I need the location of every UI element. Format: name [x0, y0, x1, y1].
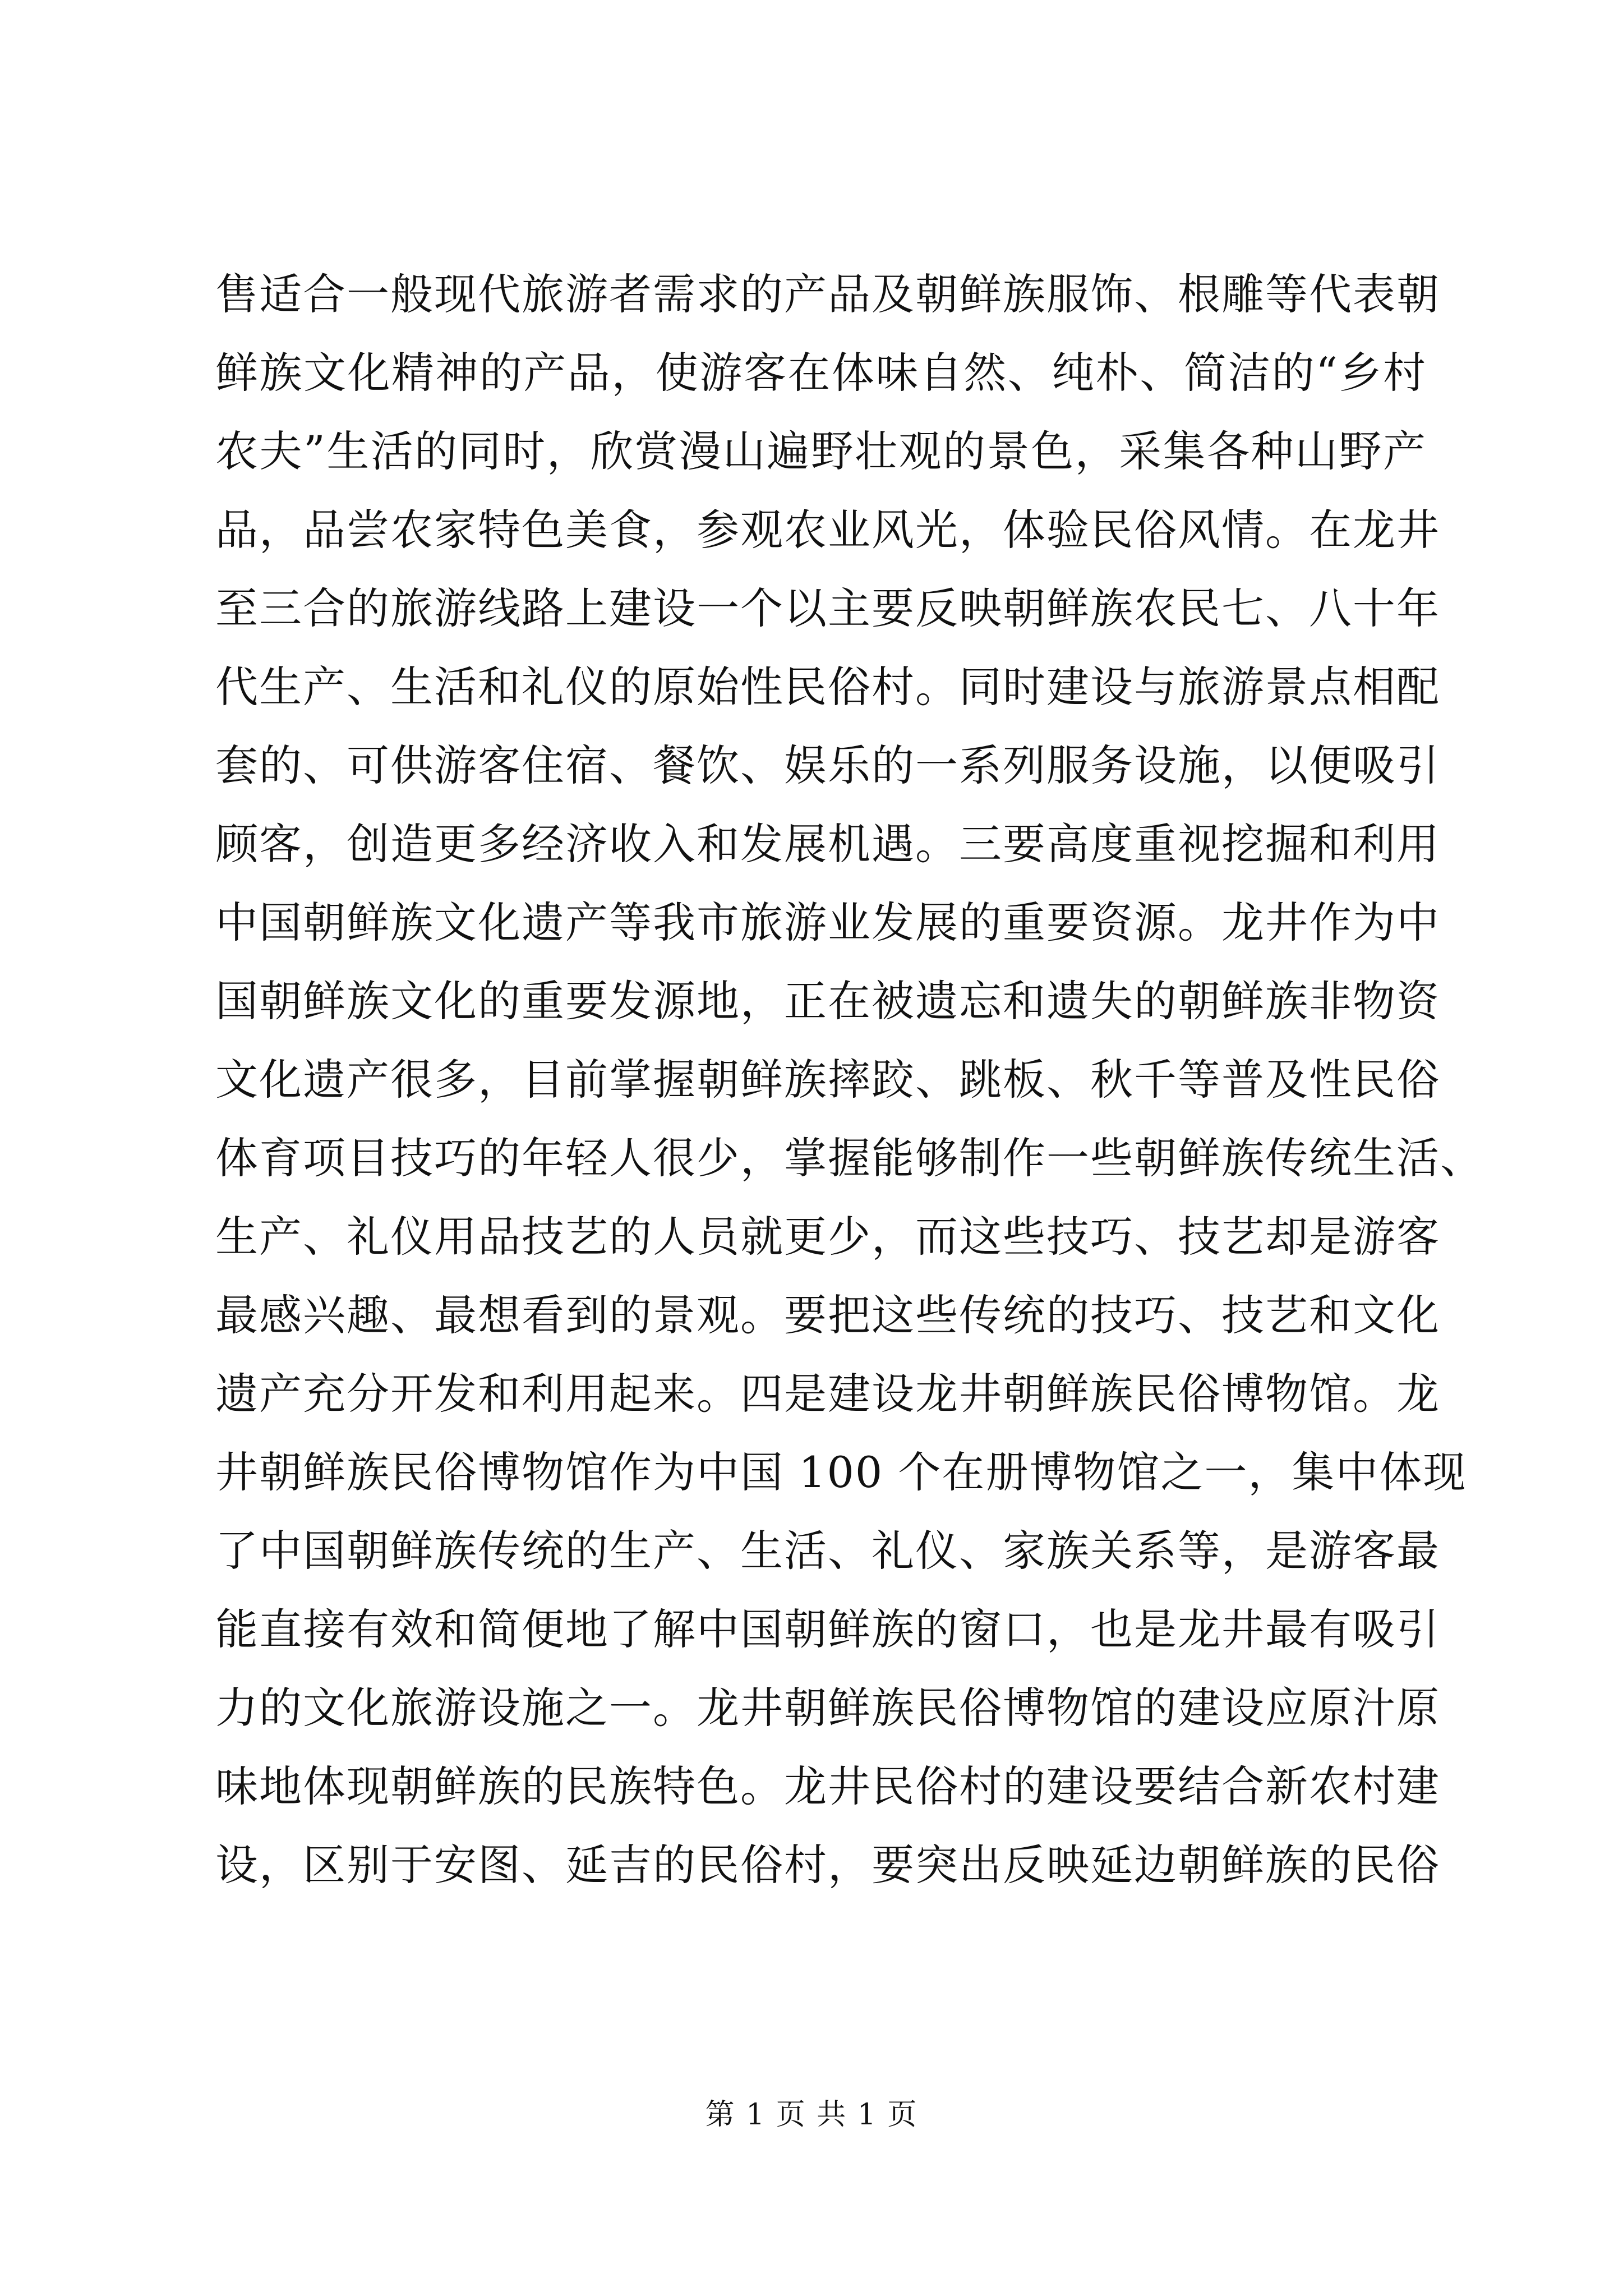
text-line: 中国朝鲜族文化遗产等我市旅游业发展的重要资源。龙井作为中 [215, 898, 1440, 947]
text-line: 国朝鲜族文化的重要发源地，正在被遗忘和遗失的朝鲜族非物资 [215, 976, 1440, 1026]
text-line: 设，区别于安图、延吉的民俗村，要突出反映延边朝鲜族的民俗 [215, 1840, 1440, 1890]
text-line: 顾客，创造更多经济收入和发展机遇。三要高度重视挖掘和利用 [215, 819, 1440, 869]
text-line: 最感兴趣、最想看到的景观。要把这些传统的技巧、技艺和文化 [215, 1290, 1440, 1340]
text-line: 套的、可供游客住宿、餐饮、娱乐的一系列服务设施，以便吸引 [215, 740, 1440, 790]
text-line: 遗产充分开发和利用起来。四是建设龙井朝鲜族民俗博物馆。龙 [215, 1369, 1440, 1419]
text-line: 品，品尝农家特色美食，参观农业风光，体验民俗风情。在龙井 [215, 505, 1440, 555]
text-line: 文化遗产很多，目前掌握朝鲜族摔跤、跳板、秋千等普及性民俗 [215, 1055, 1440, 1105]
text-line: 生产、礼仪用品技艺的人员就更少，而这些技巧、技艺却是游客 [215, 1212, 1440, 1262]
body-paragraph [215, 255, 1484, 1904]
text-line: 味地体现朝鲜族的民族特色。龙井民俗村的建设要结合新农村建 [215, 1761, 1440, 1811]
text-line: 力的文化旅游设施之一。龙井朝鲜族民俗博物馆的建设应原汁原 [215, 1683, 1440, 1733]
text-line: 农夫”生活的同时，欣赏漫山遍野壮观的景色，采集各种山野产 [215, 426, 1427, 476]
text-line: 体育项目技巧的年轻人很少，掌握能够制作一些朝鲜族传统生活、 [215, 1133, 1484, 1183]
page-number-label: 第 1 页 共 1 页 [705, 2098, 918, 2132]
text-line: 了中国朝鲜族传统的生产、生活、礼仪、家族关系等，是游客最 [215, 1526, 1440, 1576]
text-line: 能直接有效和简便地了解中国朝鲜族的窗口，也是龙井最有吸引 [215, 1604, 1440, 1654]
text-line: 井朝鲜族民俗博物馆作为中国 100 个在册博物馆之一，集中体现 [215, 1447, 1467, 1497]
text-line: 售适合一般现代旅游者需求的产品及朝鲜族服饰、根雕等代表朝 [215, 269, 1440, 319]
text-line: 至三合的旅游线路上建设一个以主要反映朝鲜族农民七、八十年 [215, 583, 1440, 633]
text-line: 鲜族文化精神的产品，使游客在体味自然、纯朴、简洁的“乡村 [215, 348, 1427, 398]
page-footer [0, 2095, 1623, 2134]
text-line: 代生产、生活和礼仪的原始性民俗村。同时建设与旅游景点相配 [215, 662, 1440, 712]
